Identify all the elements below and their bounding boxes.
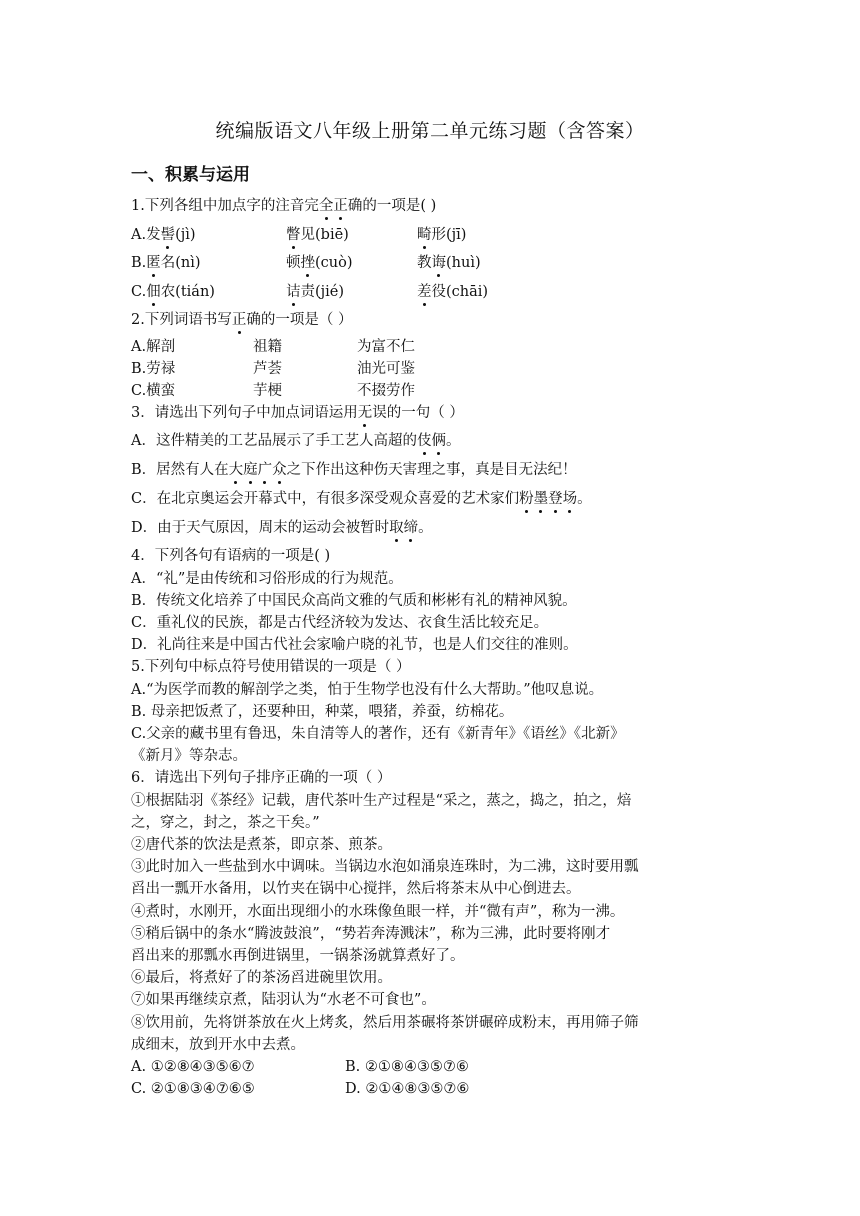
- question-1-option-c-word-2: [286, 282, 344, 302]
- question-1-option-a: [131, 225, 196, 245]
- emphasis-dot: 畸: [417, 227, 432, 243]
- text-segment: 2.下列词语书写: [131, 312, 232, 328]
- question-5-stem: 5.下列句中标点符号使用错误的一项是（ ）: [131, 659, 411, 675]
- emphasis-dot: 伎: [416, 433, 432, 449]
- question-6-sentence-line: ①根据陆羽《茶经》记载，唐代茶叶生产过程是“采之，蒸之，捣之，拍之，焙: [131, 793, 632, 809]
- text-segment: B.: [131, 255, 147, 271]
- question-4-stem: 4．下列各句有语病的一项是( ): [131, 548, 331, 564]
- question-6-option-a: A. ①②⑧④③⑤⑥⑦: [131, 1059, 255, 1075]
- question-3-option-a: [131, 431, 460, 451]
- question-2-row-c-word-2: 芋梗: [253, 383, 282, 399]
- question-4-option-c: C．重礼仪的民族，都是古代经济较为发达、衣食生活比较充足。: [131, 615, 549, 631]
- text-segment: 3．请选出下列句子中加点词语运用: [131, 405, 358, 421]
- emphasis-dot: 全: [318, 198, 334, 214]
- question-5-option-a: A.“为医学而教的解剖学之类，怕于生物学也没有什么大帮助。”他叹息说。: [131, 682, 604, 698]
- question-1-stem: [131, 196, 436, 216]
- question-2-row-a-word-3: 为富不仁: [357, 339, 415, 355]
- question-6-sentence-line: ⑦如果再继续京煮，陆羽认为“水老不可食也”。: [131, 992, 436, 1008]
- question-4-option-a: A．“礼”是由传统和习俗形成的行为规范。: [131, 571, 403, 587]
- question-6-sentence-line: ②唐代茶的饮法是煮茶，即京茶、煎茶。: [131, 837, 392, 853]
- question-2-row-b-word-2: 芦荟: [253, 361, 282, 377]
- question-6-sentence-line: ⑤稍后锅中的条水“腾波鼓浪”，“势若奔涛溅沫”，称为三沸，此时要将刚才: [131, 926, 611, 942]
- text-segment: (cuò): [315, 255, 353, 271]
- question-5-option-c-continued: 《新月》等杂志。: [131, 748, 247, 764]
- question-6-sentence-line: ⑥最后，将煮好了的茶汤舀进碗里饮用。: [131, 970, 392, 986]
- emphasis-dot: 髻: [160, 227, 176, 243]
- text-segment: C.: [131, 284, 147, 300]
- text-segment: 教: [417, 255, 432, 271]
- text-segment: 。: [418, 520, 433, 536]
- question-2-row-a-word-2: 祖籍: [253, 339, 282, 355]
- text-segment: C．在北京奥运会开幕式中，有很多深受观众喜爱的艺术家们: [131, 491, 520, 507]
- text-segment: (jì): [175, 227, 196, 243]
- question-6-sentence-line: 舀出来的那瓢水再倒进锅里，一锅茶汤就算煮好了。: [131, 948, 465, 964]
- text-segment: 责(jié): [300, 284, 345, 300]
- question-6-sentence-line: ④煮时，水刚开，水面出现细小的水珠像鱼眼一样，并“微有声”，称为一沸。: [131, 904, 625, 920]
- emphasis-dot: 无: [357, 405, 373, 421]
- question-4-option-b: B．传统文化培养了中国民众高尚文雅的气质和彬彬有礼的精神风貌。: [131, 593, 577, 609]
- question-1-option-b-word-2: [286, 253, 353, 273]
- emphasis-dot: 正: [231, 312, 247, 328]
- question-3-stem: [131, 403, 464, 423]
- emphasis-dot: 佃: [146, 284, 161, 300]
- emphasis-dot: 粉: [519, 491, 534, 507]
- question-2-row-b: B.劳禄: [131, 361, 176, 377]
- emphasis-dot: 正: [333, 198, 348, 214]
- emphasis-dot: 广: [257, 462, 273, 478]
- emphasis-dot: 瞥: [286, 227, 301, 243]
- question-6-sentence-line: 之，穿之，封之，茶之干矣。”: [131, 815, 320, 831]
- text-segment: 1.下列各组中加点字的注音完: [131, 198, 319, 214]
- text-segment: 误的一句（ ）: [372, 405, 464, 421]
- text-segment: 确的一项是（ ）: [246, 312, 353, 328]
- text-segment: 顿: [286, 255, 301, 271]
- text-segment: 形(jī): [431, 227, 467, 243]
- emphasis-dot: 大: [228, 462, 244, 478]
- text-segment: A.发: [131, 227, 161, 243]
- emphasis-dot: 诲: [431, 255, 446, 271]
- text-segment: 农(tián): [160, 284, 215, 300]
- emphasis-dot: 缔: [403, 520, 419, 536]
- page-title: 统编版语文八年级上册第二单元练习题（含答案）: [215, 120, 645, 142]
- question-2-row-c: C.横蛮: [131, 383, 176, 399]
- question-6-option-c: C. ②①⑧③④⑦⑥⑤: [131, 1081, 255, 1097]
- text-segment: D．由于天气原因，周末的运动会被暂时: [131, 520, 390, 536]
- question-6-sentence-line: ③此时加入一些盐到水中调味。当锅边水泡如涌泉连珠时，为二沸，这时要用瓢: [131, 859, 639, 875]
- text-segment: (huì): [446, 255, 481, 271]
- text-segment: 之下作出这种伤天害理之事，真是目无法纪！: [286, 462, 577, 478]
- text-segment: 名(nì): [160, 255, 201, 271]
- emphasis-dot: 匿: [146, 255, 161, 271]
- question-5-option-b: B. 母亲把饭煮了，还要种田，种菜，喂猪，养蚕，纺棉花。: [131, 704, 514, 720]
- text-segment: 。: [445, 433, 461, 449]
- emphasis-dot: 差: [417, 284, 432, 300]
- question-2-row-a: A.解剖: [131, 339, 176, 355]
- section-heading: 一、积累与运用: [131, 165, 250, 185]
- text-segment: A．这件精美的工艺品展示了手工艺人高超的: [131, 433, 417, 449]
- question-6-option-d: D. ②①④⑧③⑤⑦⑥: [345, 1081, 470, 1097]
- emphasis-dot: 庭: [243, 462, 258, 478]
- question-2-stem: [131, 310, 352, 330]
- question-4-option-d: D．礼尚往来是中国古代社会家喻户晓的礼节，也是人们交往的准则。: [131, 637, 578, 653]
- question-6-sentence-line: ⑧饮用前，先将饼茶放在火上烤炙，然后用茶碾将茶饼碾碎成粉末，再用筛子筛: [131, 1015, 639, 1031]
- text-segment: B．居然有人在: [131, 462, 229, 478]
- question-6-stem: 6．请选出下列句子排序正确的一项（ ）: [131, 770, 392, 786]
- question-1-option-b-word-3: [417, 253, 481, 273]
- question-1-option-a-word-3: [417, 225, 466, 245]
- emphasis-dot: 墨: [533, 491, 549, 507]
- text-segment: 役(chāi): [431, 284, 489, 300]
- question-1-option-a-word-2: [286, 225, 349, 245]
- question-3-option-b: [131, 460, 577, 480]
- question-3-option-c: [131, 489, 592, 509]
- emphasis-dot: 挫: [300, 255, 315, 271]
- emphasis-dot: 众: [272, 462, 287, 478]
- text-segment: 。: [577, 491, 592, 507]
- emphasis-dot: 场: [562, 491, 578, 507]
- question-1-option-c: [131, 282, 215, 302]
- question-6-sentence-line: 舀出一瓢开水备用，以竹夹在锅中心搅拌，然后将茶末从中心倒进去。: [131, 881, 581, 897]
- question-1-option-b: [131, 253, 201, 273]
- question-3-option-d: [131, 518, 433, 538]
- text-segment: 确的一项是( ): [347, 198, 437, 214]
- question-6-option-b: B. ②①⑧④③⑤⑦⑥: [345, 1059, 469, 1075]
- question-5-option-c: C.父亲的藏书里有鲁迅，朱自清等人的著作，还有《新青年》《语丝》《北新》: [131, 726, 625, 742]
- emphasis-dot: 俩: [431, 433, 446, 449]
- question-1-option-c-word-3: [417, 282, 488, 302]
- emphasis-dot: 诘: [286, 284, 301, 300]
- text-segment: 见(biē): [300, 227, 349, 243]
- emphasis-dot: 登: [548, 491, 563, 507]
- emphasis-dot: 取: [389, 520, 404, 536]
- question-2-row-c-word-3: 不掇劳作: [357, 383, 415, 399]
- question-6-sentence-line: 成细末，放到开水中去煮。: [131, 1037, 305, 1053]
- question-2-row-b-word-3: 油光可鉴: [357, 361, 415, 377]
